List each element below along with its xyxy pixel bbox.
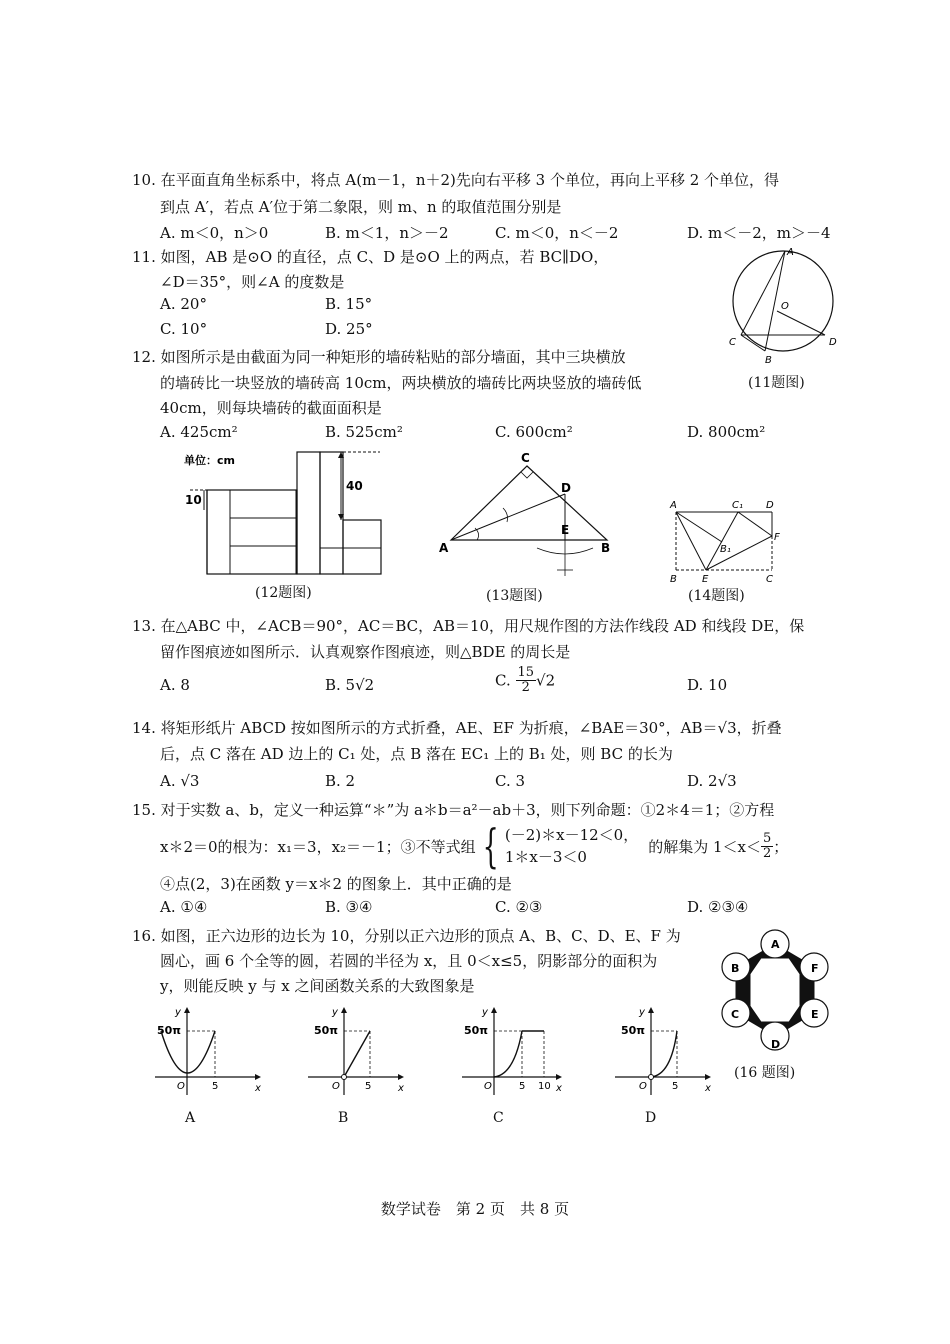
q15-frac-den: 2 xyxy=(763,845,772,861)
q16-graph-c xyxy=(462,1005,572,1095)
q10-option-a: A. m＜0，n＞0 xyxy=(160,224,269,242)
q16-hex-label-d: D xyxy=(771,1038,781,1051)
q15-brace: { xyxy=(482,819,499,873)
q11-option-a: A. 20° xyxy=(160,295,207,313)
q10-line1: 10. 在平面直角坐标系中，将点 A(m－1，n＋2)先向右平移 3 个单位，再向上平移 2 个单位，得 xyxy=(132,171,780,189)
q14-line1: 14. 将矩形纸片 ABCD 按如图所示的方式折叠，AE、EF 为折痕，∠BAE＝30°，AB＝√3，折叠 xyxy=(132,719,782,737)
q16-line2: 圆心，画 6 个全等的圆，若圆的半径为 x，且 0＜x≤5，阴影部分的面积为 xyxy=(160,952,658,970)
graph-a-y-label: y xyxy=(175,1007,181,1018)
q11-option-b: B. 15° xyxy=(325,295,373,313)
q15-option-c: C. ②③ xyxy=(495,898,543,916)
q16-graph-b xyxy=(308,1005,418,1095)
q16-graph-b-label: B xyxy=(338,1110,349,1126)
q10-option-d: D. m＜－2，m＞－4 xyxy=(687,224,831,242)
q10-line2: 到点 A′，若点 A′位于第二象限，则 m、n 的取值范围分别是 xyxy=(160,198,562,216)
q15-line2-pre: x＊2＝0的根为：x₁＝3，x₂＝－1；③不等式组 xyxy=(160,837,476,856)
graph-c-x-label: x xyxy=(556,1083,562,1094)
q12-option-d: D. 800cm² xyxy=(687,423,766,441)
page-footer: 数学试卷 第 2 页 共 8 页 xyxy=(380,1200,570,1218)
q14-label-e: E xyxy=(702,574,709,585)
q13-construction-figure xyxy=(437,448,627,578)
q13-option-d: D. 10 xyxy=(687,676,728,694)
q13-line2: 留作图痕迹如图所示．认真观察作图痕迹，则△BDE 的周长是 xyxy=(160,643,571,661)
graph-b-origin: O xyxy=(332,1081,340,1092)
graph-a-x-label: x xyxy=(255,1083,261,1094)
graph-a-tick5: 5 xyxy=(212,1081,219,1092)
q12-dim-10: 10 xyxy=(185,493,202,507)
graph-d-x-label: x xyxy=(705,1083,711,1094)
q15-option-b: B. ③④ xyxy=(325,898,373,916)
graph-d-value: 50π xyxy=(621,1024,646,1037)
q13-option-c-den: 2 xyxy=(521,680,530,695)
q13-label-b: B xyxy=(601,541,611,555)
q12-wall-figure xyxy=(180,450,400,580)
q14-option-d: D. 2√3 xyxy=(687,772,737,790)
q15-frac-num: 5 xyxy=(763,830,772,846)
q13-caption: (13题图) xyxy=(486,588,543,604)
graph-c-y-label: y xyxy=(482,1007,488,1018)
q11-label-o: O xyxy=(781,301,789,312)
q14-label-a: A xyxy=(670,500,677,511)
q16-line3: y，则能反映 y 与 x 之间函数关系的大致图象是 xyxy=(160,977,475,995)
q13-option-b: B. 5√2 xyxy=(325,676,375,694)
q16-graph-d xyxy=(615,1005,725,1095)
q13-option-c-num: 15 xyxy=(517,665,535,680)
q14-line2: 后，点 C 落在 AD 边上的 C₁ 处，点 B 落在 EC₁ 上的 B₁ 处，则 BC 的长为 xyxy=(160,745,673,763)
q14-label-c: C xyxy=(766,574,773,585)
q10-option-b: B. m＜1，n＞－2 xyxy=(325,224,449,242)
q14-label-d: D xyxy=(766,500,774,511)
graph-c-value: 50π xyxy=(464,1024,489,1037)
q13-option-c-letter: C. xyxy=(495,671,511,690)
q15-line3: ④点(2，3)在函数 y＝x＊2 的图象上．其中正确的是 xyxy=(160,875,512,893)
q13-label-c: C xyxy=(521,451,530,465)
q13-option-c-fraction xyxy=(516,666,537,695)
q16-hexagon-figure xyxy=(717,930,837,1054)
graph-a-origin: O xyxy=(177,1081,185,1092)
q13-label-e: E xyxy=(561,523,570,537)
q16-graph-a xyxy=(155,1005,265,1095)
q13-option-c xyxy=(495,666,555,695)
graph-c-tick10: 10 xyxy=(538,1081,551,1092)
graph-d-tick5: 5 xyxy=(672,1081,679,1092)
q15-line1: 15. 对于实数 a、b，定义一种运算“＊”为 a＊b＝a²－ab＋3，则下列命题：①2＊4＝1；②方程 xyxy=(132,801,775,819)
q11-label-c: C xyxy=(729,337,736,348)
q16-graph-c-label: C xyxy=(493,1110,504,1126)
q16-hex-label-e: E xyxy=(811,1008,819,1021)
q13-option-c-tail: √2 xyxy=(536,671,556,690)
graph-d-origin: O xyxy=(639,1081,647,1092)
q14-option-a: A. √3 xyxy=(160,772,200,790)
q14-label-f: F xyxy=(774,532,780,543)
q12-dim-40: 40 xyxy=(346,479,363,493)
q12-unit-label: 单位：cm xyxy=(184,454,235,467)
q14-label-c1: C₁ xyxy=(732,500,743,511)
q16-hex-label-b: B xyxy=(731,962,740,975)
q11-option-d: D. 25° xyxy=(325,320,373,338)
q11-label-a: A xyxy=(787,247,794,258)
q15-system-row1: (－2)＊x－12＜0， xyxy=(504,826,639,844)
q14-fold-figure xyxy=(668,498,788,588)
q13-label-d: D xyxy=(561,481,571,495)
q11-label-b: B xyxy=(765,355,772,366)
q15-system xyxy=(505,824,638,868)
q11-circle-figure xyxy=(725,245,845,365)
q16-graph-a-label: A xyxy=(185,1110,196,1126)
q12-option-b: B. 525cm² xyxy=(325,423,403,441)
q15-line2-end: ； xyxy=(773,837,789,856)
q11-label-d: D xyxy=(829,337,837,348)
q12-line3: 40cm，则每块墙砖的截面面积是 xyxy=(160,399,382,417)
q15-line2 xyxy=(160,819,789,873)
q12-option-c: C. 600cm² xyxy=(495,423,573,441)
q14-option-c: C. 3 xyxy=(495,772,526,790)
q14-option-b: B. 2 xyxy=(325,772,356,790)
q10-option-c: C. m＜0，n＜－2 xyxy=(495,224,619,242)
graph-b-x-label: x xyxy=(398,1083,404,1094)
graph-b-value: 50π xyxy=(314,1024,339,1037)
q12-option-a: A. 425cm² xyxy=(160,423,238,441)
graph-c-origin: O xyxy=(484,1081,492,1092)
q16-hex-label-f: F xyxy=(811,962,819,975)
graph-b-y-label: y xyxy=(332,1007,338,1018)
q15-option-a: A. ①④ xyxy=(160,898,208,916)
q11-caption: (11题图) xyxy=(748,375,805,391)
graph-b-tick5: 5 xyxy=(365,1081,372,1092)
q11-line2: ∠D＝35°，则∠A 的度数是 xyxy=(160,273,345,291)
q13-line1: 13. 在△ABC 中，∠ACB＝90°，AC＝BC，AB＝10，用尺规作图的方法作线段 AD 和线段 DE，保 xyxy=(132,617,805,635)
q16-hex-label-c: C xyxy=(731,1008,740,1021)
q15-system-row2: 1＊x－3＜0 xyxy=(504,848,587,866)
q15-option-d: D. ②③④ xyxy=(687,898,749,916)
q12-line2: 的墙砖比一块竖放的墙砖高 10cm，两块横放的墙砖比两块竖放的墙砖低 xyxy=(160,374,642,392)
q14-label-b1: B₁ xyxy=(720,544,731,555)
q12-line1: 12. 如图所示是由截面为同一种矩形的墙砖粘贴的部分墙面，其中三块横放 xyxy=(132,348,626,366)
q13-option-a: A. 8 xyxy=(160,676,190,694)
q12-caption: (12题图) xyxy=(255,585,312,601)
q13-label-a: A xyxy=(439,541,449,555)
graph-c-tick5: 5 xyxy=(519,1081,526,1092)
q11-line1: 11. 如图，AB 是⊙O 的直径，点 C、D 是⊙O 上的两点，若 BC∥DO， xyxy=(132,248,609,266)
q16-caption: (16 题图) xyxy=(734,1065,796,1081)
q16-hex-label-a: A xyxy=(771,938,780,951)
q14-label-b: B xyxy=(670,574,677,585)
graph-a-value: 50π xyxy=(157,1024,182,1037)
q11-option-c: C. 10° xyxy=(160,320,208,338)
graph-d-y-label: y xyxy=(639,1007,645,1018)
q15-line2-post: 的解集为 1＜x＜ xyxy=(648,837,761,856)
q16-line1: 16. 如图，正六边形的边长为 10，分别以正六边形的顶点 A、B、C、D、E、F 为 xyxy=(132,927,681,945)
q14-caption: (14题图) xyxy=(688,588,745,604)
q16-graph-d-label: D xyxy=(645,1110,657,1126)
q15-fraction xyxy=(761,832,773,861)
